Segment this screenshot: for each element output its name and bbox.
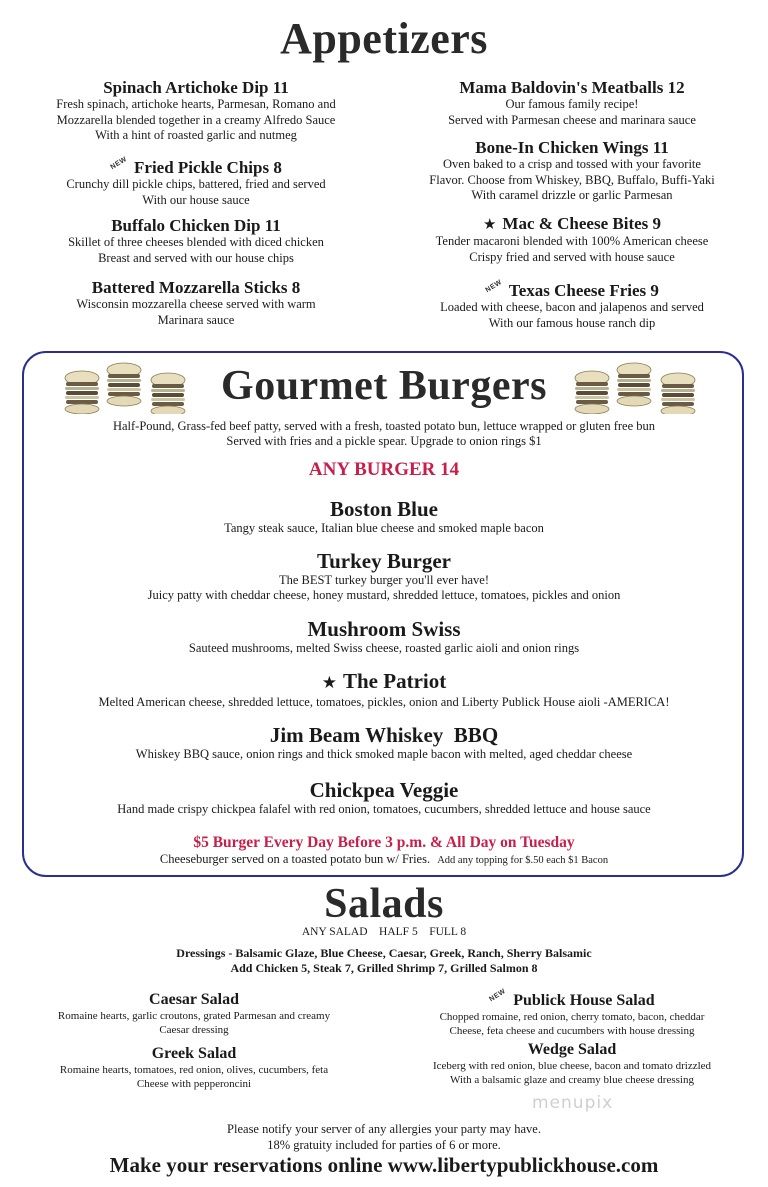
item-desc: Romaine hearts, tomatoes, red onion, olives, cucumbers, feta (59, 1064, 329, 1076)
item-desc: Crunchy dill pickle chips, battered, fried and served (66, 177, 326, 191)
salad-item (16, 1045, 372, 1091)
salads-info (0, 925, 768, 976)
special-desc: Cheeseburger served on a toasted potato bun w/ Fries. (159, 852, 431, 866)
menu-item (384, 277, 760, 331)
burgers-intro (30, 419, 738, 449)
appetizers-left-column (8, 78, 384, 328)
item-desc: Mozzarella blended together in a creamy Alfredo Sauce (56, 112, 336, 127)
menu-item (384, 214, 760, 262)
item-desc: Iceberg with red onion, blue cheese, bacon and tomato drizzled (432, 1060, 712, 1072)
special-title: $5 Burger Every Day Before 3 p.m. & All Day on Tuesday (193, 834, 575, 851)
item-desc: With caramel drizzle or garlic Parmesan (471, 188, 673, 202)
item-desc: Oven baked to a crisp and tossed with your favorite (443, 157, 701, 171)
item-desc: Flavor. Choose from Whiskey, BBQ, Buffalo, Buffi-Yaki (429, 172, 715, 187)
item-desc: Fresh spinach, artichoke hearts, Parmesan, Romano and (56, 97, 336, 111)
item-desc: Hand made crispy chickpea falafel with red onion, tomatoes, cucumbers, shredded lettuce and house sauce (117, 802, 651, 816)
item-title: Bone-In Chicken Wings 11 (475, 138, 669, 157)
new-badge: NEW (484, 278, 504, 295)
salads-right-column (392, 987, 752, 1087)
burger-item (30, 550, 738, 610)
star-icon: ★ (321, 673, 337, 693)
appetizers-right-column (384, 78, 760, 331)
item-desc: Melted American cheese, shredded lettuce, tomatoes, pickles, onion and Liberty Publick House aioli -AMERICA! (98, 695, 670, 709)
item-title (392, 987, 752, 1010)
item-title (384, 214, 760, 234)
salad-dressings: Dressings - Balsamic Glaze, Blue Cheese, Caesar, Greek, Ranch, Sherry Balsamic (176, 946, 592, 960)
item-name: Texas Cheese Fries 9 (508, 281, 659, 300)
item-desc: The BEST turkey burger you'll ever have! (278, 573, 490, 587)
appetizers-heading: Appetizers (280, 14, 488, 63)
item-desc: Sauteed mushrooms, melted Swiss cheese, roasted garlic aioli and onion rings (188, 641, 580, 655)
special-desc-line (30, 852, 738, 868)
salad-item (392, 1041, 752, 1087)
menu-item (8, 278, 384, 328)
allergy-note: Please notify your server of any allergies your party may have. (227, 1122, 541, 1136)
menu-item (384, 138, 760, 202)
item-title: Wedge Salad (527, 1041, 617, 1058)
item-desc: Our famous family recipe! (505, 97, 639, 111)
footer (0, 1121, 768, 1177)
item-desc: Breast and served with our house chips (98, 250, 294, 265)
item-title: Jim Beam Whiskey BBQ (269, 723, 499, 747)
gratuity-note: 18% gratuity included for parties of 6 or more. (267, 1138, 501, 1152)
salads-left-column (16, 991, 372, 1091)
item-title: Caesar Salad (149, 991, 239, 1008)
item-title: Mushroom Swiss (307, 617, 461, 641)
item-desc: Romaine hearts, garlic croutons, grated Parmesan and creamy (57, 1010, 331, 1022)
item-desc: With our famous house ranch dip (488, 315, 656, 330)
item-title (384, 277, 760, 300)
menu-item (8, 154, 384, 207)
item-desc: Whiskey BBQ sauce, onion rings and thick smoked maple bacon with melted, aged cheddar cheese (135, 747, 633, 761)
watermark: menupix (532, 1093, 614, 1113)
item-title: Buffalo Chicken Dip 11 (111, 216, 281, 235)
burger-item (30, 618, 738, 662)
salad-item (392, 987, 752, 1039)
menu-item (8, 78, 384, 140)
item-desc: Tangy steak sauce, Italian blue cheese and smoked maple bacon (224, 521, 544, 535)
salad-item (16, 991, 372, 1041)
item-title: Spinach Artichoke Dip 11 (103, 78, 289, 97)
item-title: Boston Blue (330, 497, 438, 521)
burgers-heading: Gourmet Burgers (221, 363, 547, 409)
burger-item (30, 498, 738, 544)
item-desc: Crispy fried and served with house sauce (469, 249, 675, 264)
item-desc: Marinara sauce (157, 312, 235, 327)
item-title (8, 154, 384, 177)
salads-heading: Salads (324, 881, 444, 927)
new-badge: NEW (488, 987, 508, 1004)
item-title: Mama Baldovin's Meatballs 12 (459, 78, 685, 97)
item-desc: Tender macaroni blended with 100% American cheese (435, 234, 709, 248)
item-desc: Skillet of three cheeses blended with diced chicken (68, 235, 324, 249)
item-desc: Served with Parmesan cheese and marinara sauce (448, 112, 696, 127)
item-title: Chickpea Veggie (309, 778, 459, 802)
menu-item (384, 78, 760, 126)
menu-item (8, 216, 384, 264)
item-title: Turkey Burger (317, 549, 451, 573)
item-title: Battered Mozzarella Sticks 8 (91, 278, 301, 297)
reservations-link[interactable]: Make your reservations online www.libertypublickhouse.com (109, 1153, 659, 1177)
item-name: The Patriot (343, 669, 447, 693)
item-desc: With a hint of roasted garlic and nutmeg (95, 128, 297, 142)
burger-item (30, 724, 738, 768)
burger-item (30, 779, 738, 817)
item-desc: Juicy patty with cheddar cheese, honey mustard, shredded lettuce, tomatoes, pickles and onion (147, 588, 621, 602)
item-title (30, 670, 738, 695)
item-desc: Loaded with cheese, bacon and jalapenos and served (440, 300, 704, 314)
item-name: Publick House Salad (513, 992, 655, 1009)
item-desc: With our house sauce (142, 192, 250, 207)
burger-price: ANY BURGER 14 (308, 459, 460, 480)
new-badge: NEW (109, 155, 129, 172)
item-desc: Cheese with pepperoncini (136, 1078, 252, 1090)
item-name: Mac & Cheese Bites 9 (502, 214, 662, 233)
intro-line: Served with fries and a pickle spear. Upgrade to onion rings $1 (226, 434, 542, 448)
item-desc: With a balsamic glaze and creamy blue cheese dressing (450, 1074, 694, 1086)
item-desc: Caesar dressing (159, 1024, 229, 1036)
intro-line: Half-Pound, Grass-fed beef patty, served with a fresh, toasted potato bun, lettuce wrapped or gluten free bun (112, 419, 656, 433)
burger-item (30, 670, 738, 714)
salad-addons: Add Chicken 5, Steak 7, Grilled Shrimp 7, Grilled Salmon 8 (230, 961, 538, 975)
item-desc: Cheese, feta cheese and cucumbers with house dressing (449, 1025, 695, 1037)
burgers-list (30, 498, 738, 817)
special-note: Add any topping for $.50 each $1 Bacon (437, 855, 609, 866)
star-icon: ★ (482, 215, 497, 233)
item-title: Greek Salad (151, 1045, 237, 1062)
item-desc: Chopped romaine, red onion, cherry tomato, bacon, cheddar (439, 1011, 705, 1023)
salad-pricing: ANY SALAD HALF 5 FULL 8 (301, 926, 467, 938)
item-name: Fried Pickle Chips 8 (134, 158, 282, 177)
burger-special (30, 833, 738, 868)
item-desc: Wisconsin mozzarella cheese served with warm (76, 297, 316, 311)
